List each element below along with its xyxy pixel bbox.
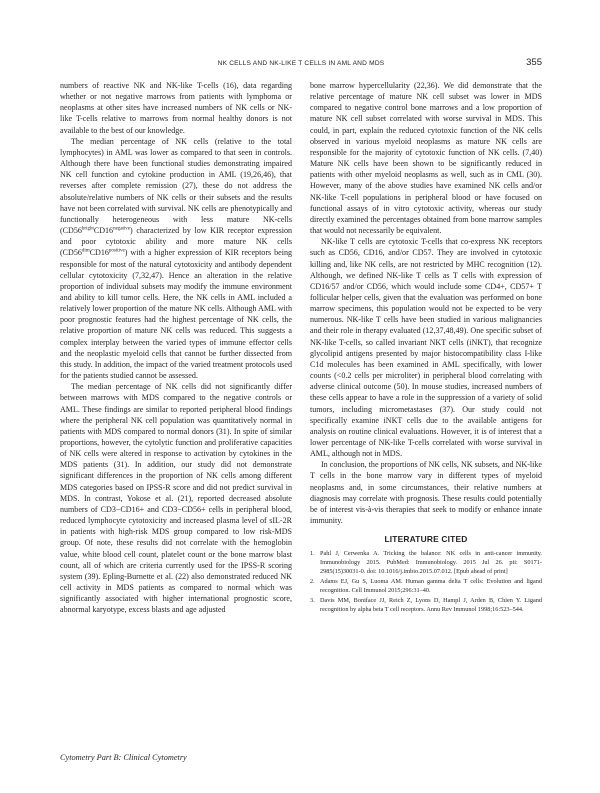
left-p2-text-3: ) with a higher expression of KIR receptors being responsible for most of the natural cytotoxicity and antibody dependent cellular cytotoxicity (7,32,47). Hence an alteration in the relative proportion of individual subsets may modify the immune environment and ability to kill tumor cells. Here, the NK cells in AML included a relatively lower proportion of the mature NK cells. Although AML with poor prognostic features had the highest percentage of NK cells, the relative proportion of mature NK cells was reduced. This suggests a complex interplay between the varied types of immune effector cells and the neoplastic myeloid cells that cannot be further dissected from this study. In addition, the impact of the varied treatment protocols used for the patients studied cannot be assessed. bbox=[60, 248, 292, 381]
sup-bright: bright bbox=[81, 226, 94, 232]
reference-number: 3. bbox=[310, 597, 315, 605]
right-paragraph-1: bone marrow hypercellularity (22,36). We did demonstrate that the relative percentage of mature NK cell subset was lower in MDS compared to negative control bone marrows and a low proportion of mature NK cell subset correlated with worse survival in MDS. This could, in part, explain the reduced cytotoxic function of the NK cells observed in various myeloid neoplasms as mature NK cells are responsible for the majority of cytotoxic function of NK cells. (7,40) Mature NK cells have been shown to be significantly reduced in patients with other myeloid neoplasms as well, such as in CML (30). However, many of the above studies have examined NK cells and/or NK-like T-cell populations in peripheral blood or have focused on functional assays of in vitro cytotoxic activity, whereas our study directly examined the percentages obtained from bone marrow samples that would not necessarily be equivalent. bbox=[310, 81, 542, 236]
page-number: 355 bbox=[526, 57, 542, 68]
sup-positive: positive bbox=[108, 248, 125, 254]
left-paragraph-3: The median percentage of NK cells did not significantly differ between marrows with MDS compared to the negative controls or AML. These findings are similar to reported peripheral blood findings where the peripheral NK cell population was quantitatively normal in patients with MDS compared to normal donors (31). In spite of similar proportions, however, the cytolytic function and proliferative capacities of NK cells were altered in response to activation by cytokines in the MDS patients (31). In addition, our study did not demonstrate significant differences in the proportion of NK cells among different MDS categories based on IPSS-R score and did not predict survival in MDS. In contrast, Yokose et al. (21), reported decreased absolute numbers of CD3−CD16+ and CD3−CD56+ cells in peripheral blood, reduced lymphocyte cytotoxicity and increased plasma level of sIL-2R in patients with high-risk MDS group compared to low risk-MDS group. Of note, these results did not correlate with the hemoglobin value, white blood cell count, platelet count or the bone marrow blast count, all of which are criteria currently used for the IPSS-R scoring system (39). Epling-Burnette et al. (22) also demonstrated reduced NK cell activity in MDS patients as compared to normal which was significantly associated with higher international prognostic score, abnormal karyotype, excess blasts and age adjusted bbox=[60, 382, 292, 615]
running-title: NK CELLS AND NK-LIKE T CELLS IN AML AND MDS bbox=[217, 60, 385, 67]
reference-item bbox=[310, 578, 542, 595]
right-paragraph-2: NK-like T cells are cytotoxic T-cells that co-express NK receptors such as CD56, CD16, and/or CD57. They are involved in cytotoxic killing and, like NK cells, are not restricted by MHC recognition (12). Although, we defined NK-like T cells as T cells with expression of CD16/57 and/or CD56, which would include some CD4+, CD57+ T follicular helper cells, given that the evaluation was performed on bone marrow specimens, this population would not be expected to be very numerous. NK-like T cells have been studied in various malignancies and their role in therapy evaluated (12,37,48,49). One specific subset of NK-like T-cells, so called invariant NKT cells (iNKT), that recognize glycolipid antigens presented by major histocompatibility class I-like C1d molecules has been examined in AML specifically, with lower counts (<0.2 cells per microliter) in peripheral blood correlating with adverse clinical outcome (50). In mouse studies, increased numbers of these cells appear to have a role in the suppression of a variety of solid tumors, including micrometastases (37). Our study could not specifically examine iNKT cells due to the available antigens for analysis on routine clinical evaluations. However, it is of interest that a lower percentage of NK-like T-cells correlated with worse survival in AML, although not in MDS. bbox=[310, 237, 542, 459]
reference-item bbox=[310, 550, 542, 576]
sup-dim: dim bbox=[81, 248, 90, 254]
references-heading: LITERATURE CITED bbox=[384, 534, 468, 545]
left-column bbox=[60, 80, 292, 616]
reference-number: 2. bbox=[310, 578, 315, 586]
left-p2-text-2: ) characterized by low KIR receptor expression and poor cytotoxic ability and more mature NK cells (CD56 bbox=[60, 226, 292, 258]
reference-item bbox=[310, 597, 542, 614]
left-paragraph-2 bbox=[60, 136, 292, 381]
left-p2-text-1: The median percentage of NK cells (relative to the total lymphocytes) in AML was lower as compared to that seen in controls. Although there have been functional studies demonstrating impaired NK cell function and cytokine production in AML (19,26,46), that reverses after complete remission (27), these do not address the absolute/relative numbers of NK cells or their subsets and the results have not been correlated with survival. NK cells are phenotypically and functionally heterogeneous with less mature NK-cells (CD56 bbox=[60, 136, 292, 236]
sup-negative: negative bbox=[113, 226, 131, 232]
right-paragraph-3: In conclusion, the proportions of NK cells, NK subsets, and NK-like T cells in the bone marrow vary in different types of myeloid neoplasms and, in some circumstances, their relative numbers at diagnosis may correlate with prognosis. These results could potentially be of interest vis-à-vis therapies that seek to modify or enhance innate immunity. bbox=[310, 460, 542, 526]
journal-footer: Cytometry Part B: Clinical Cytometry bbox=[60, 753, 187, 762]
reference-text: Adams EJ, Gu S, Luoma AM. Human gamma delta T cells: Evolution and ligand recognition. Cell Immunol 2015;296:31–40. bbox=[320, 578, 542, 594]
right-column bbox=[310, 80, 542, 617]
references-list bbox=[310, 550, 542, 614]
left-p2-cd16b: CD16 bbox=[89, 248, 109, 258]
reference-number: 1. bbox=[310, 550, 315, 558]
reference-text: Davis MM, Boniface JJ, Reich Z, Lyons D, Hampl J, Arden B, Chien Y. Ligand recognition by alpha beta T cell receptors. Annu Rev Immunol 1998;16:523–544. bbox=[320, 597, 542, 613]
left-p2-cd16: CD16 bbox=[93, 226, 114, 236]
left-paragraph-1: numbers of reactive NK and NK-like T-cells (16), data regarding whether or not negative marrows from patients with lymphoma or neoplasms at other sites have increased numbers of NK cells or NK-like T-cells relative to marrows from normal healthy donors is not available to the best of our knowledge. bbox=[60, 81, 292, 135]
page-header bbox=[60, 58, 542, 72]
reference-text: Pahl J, Cerwenka A. Tricking the balance: NK cells in anti-cancer immunity. Immunobiology 2015. PubMed: Immunobiology. 2015 Jul 26. pii: S0171-2985(15)30031-0. doi: 10.1016/j.imbio.2015.07.012. [Epub ahead of print] bbox=[320, 550, 542, 575]
